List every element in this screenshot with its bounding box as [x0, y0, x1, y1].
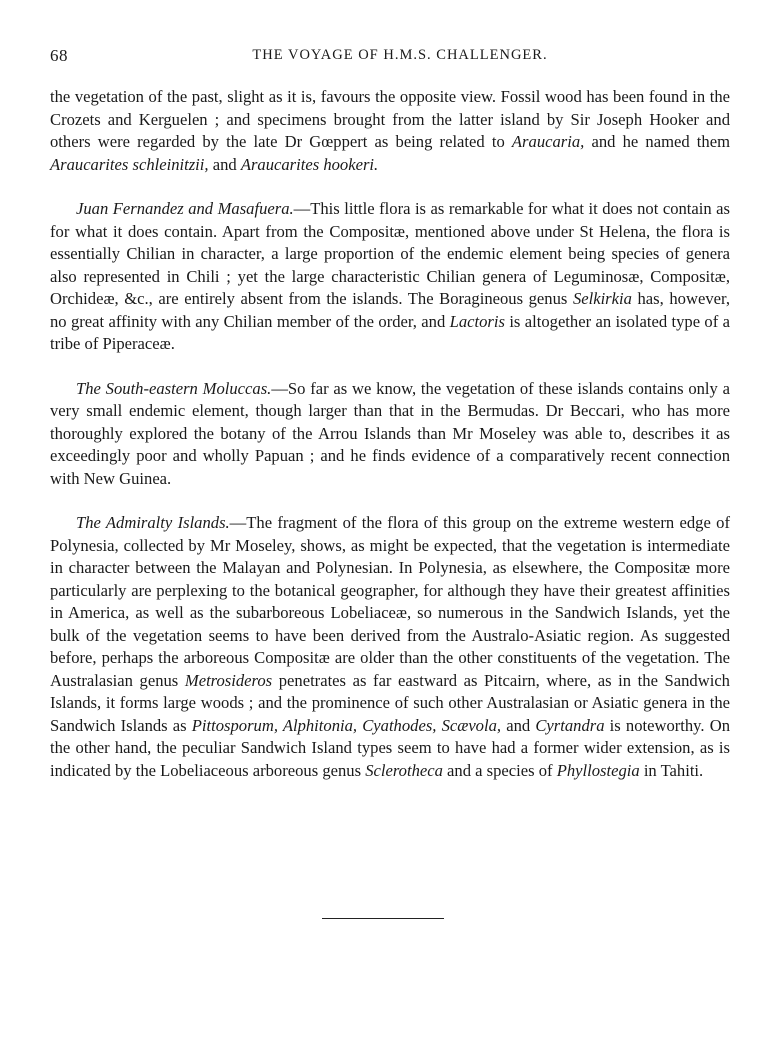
italic-text: Araucaria,: [511, 132, 585, 151]
paragraph: [50, 378, 730, 491]
text-run: and he named them: [584, 132, 730, 151]
text-run: has, however, no great affinity with any Chilian member of the order, and: [50, 289, 730, 331]
paragraph: [50, 198, 730, 356]
italic-text: Lactoris: [449, 311, 505, 331]
section-end-rule: [322, 918, 444, 919]
page-header: [50, 46, 730, 68]
italic-text: Cyrtandra: [535, 715, 605, 735]
italic-text: The South-eastern Moluccas.: [76, 378, 272, 398]
italic-text: The Admiralty Islands.: [76, 513, 230, 532]
italic-text: Selkirkia: [572, 289, 632, 308]
italic-text: Araucarites hookeri.: [240, 154, 379, 174]
text-run: and a species of: [442, 760, 557, 780]
paragraph: [50, 86, 730, 176]
italic-text: Juan Fernandez and Masafuera.: [76, 199, 294, 218]
text-run: the vegetation of the past, slight as it is, favours the opposite view. Fossil wood has been found in the Crozets and Kerguelen ; and specimens brought from the latter island by Sir Joseph Hooker and others were regarded by the late Dr Gœppert as being related to: [50, 87, 730, 151]
text-run: —So far as we know, the vegetation of these islands contains only a very small endemic element, though larger than that in the Bermudas. Dr Beccari, who has more thoroughly explored the botany of the Arrou Islands than Mr Moseley was able to, describes it as exceedingly poor and wholly Papuan ; and he finds evidence of a comparatively recent connection with New Guinea.: [50, 378, 730, 488]
text-run: and: [501, 715, 536, 735]
text-run: in Tahiti.: [639, 760, 704, 780]
italic-text: Phyllostegia: [556, 760, 640, 780]
body-text: [50, 86, 730, 782]
italic-text: Araucarites schleinitzii,: [50, 154, 209, 174]
italic-text: Pittosporum, Alphitonia, Cyathodes, Scævola,: [191, 715, 502, 735]
text-run: and: [208, 154, 241, 174]
text-run: is noteworthy. On the other hand, the peculiar Sandwich Island types seem to have had a former wider extension, as is indicated by the Lobeliaceous arboreous genus: [50, 715, 730, 780]
text-run: penetrates as far eastward as Pitcairn, where, as in the Sandwich Islands, it forms large woods ; and the prominence of such other Australasian or Asiatic genera in the Sandwich Islands as: [50, 670, 730, 735]
running-title: THE VOYAGE OF H.M.S. CHALLENGER.: [252, 47, 548, 63]
text-run: —This little flora is as remarkable for what it does not contain as for what it does contain. Apart from the Compositæ, mentioned above under St Helena, the flora is essentially Chilian in character, a large proportion of the endemic element being species of genera also represented in Chili ; yet the large characteristic Chilian genera of Leguminosæ, Compositæ, Orchideæ, &c., are entirely absent from the islands. The Boragineous genus: [50, 199, 730, 308]
italic-text: Sclerotheca: [365, 760, 443, 780]
paragraph: [50, 512, 730, 782]
italic-text: Metrosideros: [184, 670, 273, 690]
page-number: 68: [50, 46, 68, 65]
text-run: is altogether an isolated type of a tribe of Piperaceæ.: [50, 311, 730, 353]
text-run: —The fragment of the flora of this group on the extreme western edge of Polynesia, collected by Mr Moseley, shows, as might be expected, that the vegetation is intermediate in character between the Malayan and Polynesian. In Polynesia, as elsewhere, the Compositæ more particularly are perplexing to the botanical geographer, for although they have their greatest affinities in America, as well as the subarboreous Lobeliaceæ, so numerous in the Sandwich Islands, yet the bulk of the vegetation seems to have been derived from the Australo-Asiatic region. As suggested before, perhaps the arboreous Compositæ are older than the other constituents of the vegetation. The Australasian genus: [50, 513, 730, 690]
